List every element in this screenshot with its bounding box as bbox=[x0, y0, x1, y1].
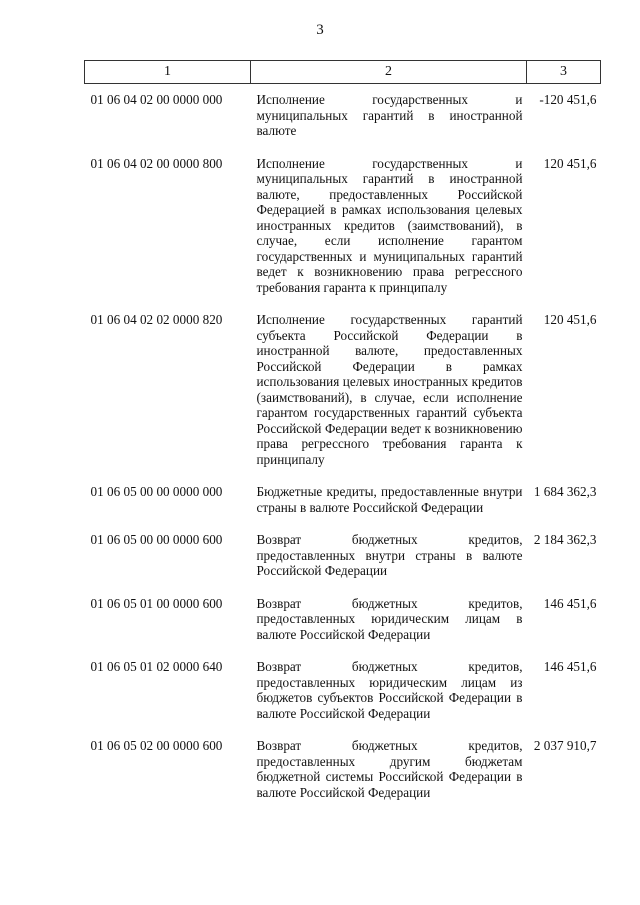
column-header-1: 1 bbox=[85, 61, 251, 84]
row-amount: 1 684 362,3 bbox=[533, 484, 597, 499]
row-amount: 2 037 910,7 bbox=[533, 738, 597, 753]
table-row bbox=[85, 730, 601, 809]
row-description: Бюджетные кредиты, предоставленные внутри страны в валюте Российской Федерации bbox=[256, 484, 523, 515]
budget-code: 01 06 04 02 02 0000 820 bbox=[90, 312, 223, 327]
budget-code: 01 06 05 02 00 0000 600 bbox=[90, 738, 223, 753]
budget-code: 01 06 05 01 02 0000 640 bbox=[90, 659, 223, 674]
row-amount: -120 451,6 bbox=[539, 92, 597, 107]
budget-code: 01 06 05 00 00 0000 000 bbox=[90, 484, 223, 499]
row-amount: 120 451,6 bbox=[543, 155, 597, 171]
budget-code: 01 06 05 00 00 0000 600 bbox=[90, 532, 223, 547]
row-description: Возврат бюджетных кредитов, предоставленных другим бюджетам бюджетной системы Российской Федерации в валюте Российской Федерации bbox=[256, 738, 523, 800]
row-description: Возврат бюджетных кредитов, предоставленных юридическим лицам в валюте Российской Федерации bbox=[256, 595, 523, 642]
table-row bbox=[85, 148, 601, 305]
table-row bbox=[85, 84, 601, 148]
table-row bbox=[85, 524, 601, 588]
column-header-3: 3 bbox=[527, 61, 601, 84]
column-header-2: 2 bbox=[251, 61, 527, 84]
table-row bbox=[85, 304, 601, 476]
budget-code: 01 06 05 01 00 0000 600 bbox=[90, 595, 223, 611]
row-description: Исполнение государственных гарантий субъекта Российской Федерации в иностранной валюте, предоставленных Российской Федерации в рамках использования целевых иностранных кредитов (заимствований), в случае, если исполнение гарантом государственных гарантий субъекта Российской Федерации ведет к возникновению права регрессного требования гаранта к принципалу bbox=[256, 312, 523, 467]
row-amount: 146 451,6 bbox=[543, 595, 597, 611]
row-amount: 146 451,6 bbox=[543, 659, 597, 674]
row-description: Возврат бюджетных кредитов, предоставленных внутри страны в валюте Российской Федерации bbox=[256, 532, 523, 578]
row-amount: 120 451,6 bbox=[543, 312, 597, 327]
table-row bbox=[85, 588, 601, 652]
header-row bbox=[85, 61, 601, 84]
budget-table bbox=[84, 60, 600, 809]
sources-table bbox=[84, 60, 601, 809]
page-number: 3 bbox=[316, 22, 324, 38]
row-description: Исполнение государственных и муниципальных гарантий в иностранной валюте, предоставленных Российской Федерацией в рамках использования целевых иностранных кредитов (заимствований), в случае, если исполнение гарантом государственных и муниципальных гарантий ведет к возникновению права регрессного требования гаранта к принципалу bbox=[256, 155, 523, 295]
row-description: Возврат бюджетных кредитов, предоставленных юридическим лицам из бюджетов субъектов Российской Федерации в валюте Российской Федерации bbox=[256, 659, 523, 721]
table-row bbox=[85, 651, 601, 730]
table-row bbox=[85, 476, 601, 524]
row-amount: 2 184 362,3 bbox=[533, 532, 597, 547]
budget-code: 01 06 04 02 00 0000 800 bbox=[90, 155, 223, 171]
row-description: Исполнение государственных и муниципальных гарантий в иностранной валюте bbox=[256, 92, 523, 138]
budget-code: 01 06 04 02 00 0000 000 bbox=[90, 92, 223, 107]
